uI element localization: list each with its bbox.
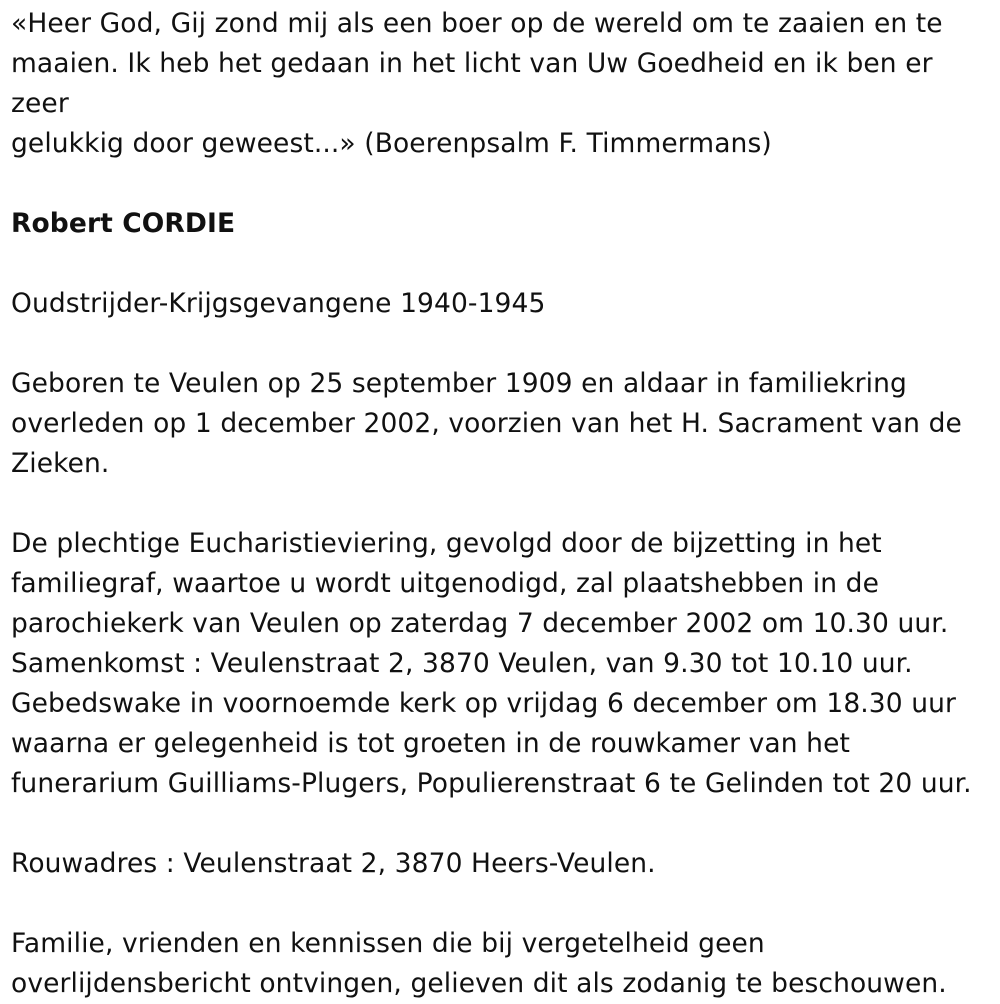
ceremony-line: parochiekerk van Veulen op zaterdag 7 december 2002 om 10.30 uur. bbox=[11, 608, 949, 639]
ceremony-paragraph bbox=[11, 524, 991, 804]
address-paragraph bbox=[11, 844, 991, 884]
ceremony-line: Gebedswake in voornoemde kerk op vrijdag 6 december om 18.30 uur bbox=[11, 688, 957, 719]
name-paragraph bbox=[11, 204, 991, 244]
title-paragraph bbox=[11, 284, 991, 324]
quote-paragraph bbox=[11, 4, 991, 164]
quote-line: maaien. Ik heb het gedaan in het licht van Uw Goedheid en ik ben er zeer bbox=[11, 48, 933, 119]
ceremony-line: familiegraf, waartoe u wordt uitgenodigd, zal plaatshebben in de bbox=[11, 568, 879, 599]
ceremony-line: waarna er gelegenheid is tot groeten in de rouwkamer van het bbox=[11, 728, 850, 759]
ceremony-line: funerarium Guilliams-Plugers, Populierenstraat 6 te Gelinden tot 20 uur. bbox=[11, 768, 972, 799]
obituary-notice bbox=[11, 4, 991, 1004]
mourning-address: Rouwadres : Veulenstraat 2, 3870 Heers-Veulen. bbox=[11, 848, 656, 879]
closing-paragraph bbox=[11, 924, 991, 1004]
closing-line: overlijdensbericht ontvingen, gelieven dit als zodanig te beschouwen. bbox=[11, 968, 947, 999]
birth-death-line: Geboren te Veulen op 25 september 1909 en aldaar in familiekring bbox=[11, 368, 907, 399]
birth-death-paragraph bbox=[11, 364, 991, 484]
ceremony-line: De plechtige Eucharistieviering, gevolgd door de bijzetting in het bbox=[11, 528, 882, 559]
quote-line: gelukkig door geweest...» (Boerenpsalm F. Timmermans) bbox=[11, 128, 772, 159]
closing-line: Familie, vrienden en kennissen die bij vergetelheid geen bbox=[11, 928, 765, 959]
birth-death-line: overleden op 1 december 2002, voorzien van het H. Sacrament van de bbox=[11, 408, 962, 439]
quote-line: «Heer God, Gij zond mij als een boer op de wereld om te zaaien en te bbox=[11, 8, 943, 39]
deceased-name: Robert CORDIE bbox=[11, 208, 236, 239]
birth-death-line: Zieken. bbox=[11, 448, 110, 479]
deceased-title: Oudstrijder-Krijgsgevangene 1940-1945 bbox=[11, 288, 546, 319]
ceremony-line: Samenkomst : Veulenstraat 2, 3870 Veulen, van 9.30 tot 10.10 uur. bbox=[11, 648, 913, 679]
